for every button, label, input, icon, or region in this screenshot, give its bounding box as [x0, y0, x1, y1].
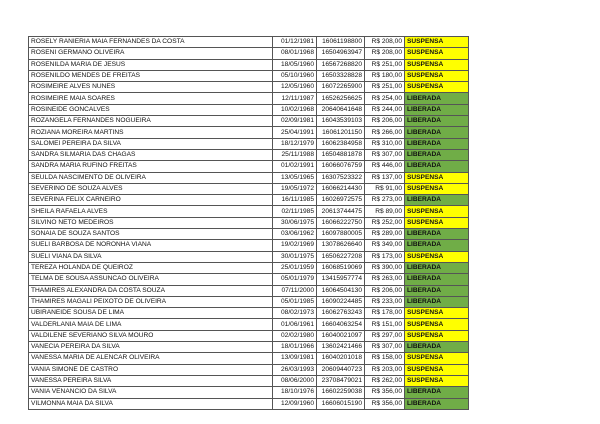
- amount-cell: R$ 91,00: [365, 183, 405, 194]
- id-number-cell: 16061201150: [317, 127, 365, 138]
- table-row: [29, 195, 469, 206]
- birth-date-cell: 13/09/1981: [273, 353, 317, 364]
- person-name-cell: SANDRA SILMARIA DAS CHAGAS: [29, 149, 273, 160]
- id-number-cell: 16040201018: [317, 353, 365, 364]
- status-cell: LIBERADA: [405, 342, 469, 353]
- amount-cell: R$ 251,00: [365, 82, 405, 93]
- amount-cell: R$ 289,00: [365, 229, 405, 240]
- birth-date-cell: 05/01/1985: [273, 296, 317, 307]
- amount-cell: R$ 233,00: [365, 296, 405, 307]
- id-number-cell: 16066214430: [317, 183, 365, 194]
- table-row: [29, 161, 469, 172]
- id-number-cell: 16064504130: [317, 285, 365, 296]
- birth-date-cell: 25/11/1988: [273, 149, 317, 160]
- amount-cell: R$ 356,00: [365, 398, 405, 409]
- table-row: [29, 296, 469, 307]
- amount-cell: R$ 206,00: [365, 116, 405, 127]
- table-row: [29, 240, 469, 251]
- table-row: [29, 138, 469, 149]
- person-name-cell: ROSENI GERMANO OLIVEIRA: [29, 48, 273, 59]
- birth-date-cell: 19/02/1969: [273, 240, 317, 251]
- status-cell: LIBERADA: [405, 116, 469, 127]
- table-row: [29, 70, 469, 81]
- id-number-cell: 13078626640: [317, 240, 365, 251]
- amount-cell: R$ 263,00: [365, 274, 405, 285]
- birth-date-cell: 25/04/1991: [273, 127, 317, 138]
- person-name-cell: VANIA SIMONE DE CASTRO: [29, 364, 273, 375]
- birth-date-cell: 01/06/1961: [273, 319, 317, 330]
- id-number-cell: 20613744475: [317, 206, 365, 217]
- amount-cell: R$ 273,00: [365, 195, 405, 206]
- id-number-cell: 20640641648: [317, 104, 365, 115]
- person-name-cell: THAMIRES MAGALI PEIXOTO DE OLIVEIRA: [29, 296, 273, 307]
- amount-cell: R$ 307,00: [365, 342, 405, 353]
- person-name-cell: VANESSA MARIA DE ALENCAR OLIVEIRA: [29, 353, 273, 364]
- birth-date-cell: 02/09/1981: [273, 116, 317, 127]
- id-number-cell: 16062763243: [317, 308, 365, 319]
- person-name-cell: SALOMEI PEREIRA DA SILVA: [29, 138, 273, 149]
- birth-date-cell: 19/05/1972: [273, 183, 317, 194]
- table-row: [29, 308, 469, 319]
- status-cell: LIBERADA: [405, 387, 469, 398]
- id-number-cell: 16604063254: [317, 319, 365, 330]
- table-row: [29, 37, 469, 48]
- person-name-cell: SEVERINA FELIX CARNEIRO: [29, 195, 273, 206]
- id-number-cell: 16066222750: [317, 217, 365, 228]
- person-name-cell: THAMIRES ALEXANDRA DA COSTA SOUZA: [29, 285, 273, 296]
- status-cell: LIBERADA: [405, 240, 469, 251]
- id-number-cell: 16062384958: [317, 138, 365, 149]
- birth-date-cell: 25/01/1959: [273, 262, 317, 273]
- table-row: [29, 116, 469, 127]
- status-cell: SUSPENSA: [405, 308, 469, 319]
- table-row: [29, 353, 469, 364]
- status-cell: LIBERADA: [405, 93, 469, 104]
- amount-cell: R$ 173,00: [365, 251, 405, 262]
- birth-date-cell: 07/11/2000: [273, 285, 317, 296]
- person-name-cell: VALDILENE SEVERIANO SILVA MOURO: [29, 330, 273, 341]
- person-name-cell: ROSIMEIRE MAIA SOARES: [29, 93, 273, 104]
- birth-date-cell: 05/10/1960: [273, 70, 317, 81]
- status-cell: SUSPENSA: [405, 330, 469, 341]
- birth-date-cell: 08/01/1968: [273, 48, 317, 59]
- id-number-cell: 16602259038: [317, 387, 365, 398]
- status-cell: LIBERADA: [405, 229, 469, 240]
- status-cell: SUSPENSA: [405, 183, 469, 194]
- status-cell: LIBERADA: [405, 104, 469, 115]
- amount-cell: R$ 356,00: [365, 387, 405, 398]
- id-number-cell: 16061198800: [317, 37, 365, 48]
- table-row: [29, 82, 469, 93]
- id-number-cell: 16307523322: [317, 172, 365, 183]
- birth-date-cell: 18/12/1979: [273, 138, 317, 149]
- table-row: [29, 342, 469, 353]
- status-cell: SUSPENSA: [405, 172, 469, 183]
- id-number-cell: 20609440723: [317, 364, 365, 375]
- id-number-cell: 16097880005: [317, 229, 365, 240]
- table-row: [29, 274, 469, 285]
- amount-cell: R$ 203,00: [365, 364, 405, 375]
- id-number-cell: 16090224485: [317, 296, 365, 307]
- table-row: [29, 206, 469, 217]
- status-cell: SUSPENSA: [405, 59, 469, 70]
- amount-cell: R$ 251,00: [365, 59, 405, 70]
- amount-cell: R$ 254,00: [365, 93, 405, 104]
- birth-date-cell: 12/11/1987: [273, 93, 317, 104]
- table-row: [29, 387, 469, 398]
- person-name-cell: ROSENILDO MENDES DE FREITAS: [29, 70, 273, 81]
- person-name-cell: VALDERLANIA MAIA DE LIMA: [29, 319, 273, 330]
- amount-cell: R$ 158,00: [365, 353, 405, 364]
- person-name-cell: SEULDA NASCIMENTO DE OLIVEIRA: [29, 172, 273, 183]
- birth-date-cell: 01/12/1981: [273, 37, 317, 48]
- birth-date-cell: 02/02/1980: [273, 330, 317, 341]
- person-name-cell: SHEILA RAFAELA ALVES: [29, 206, 273, 217]
- status-cell: SUSPENSA: [405, 37, 469, 48]
- status-cell: LIBERADA: [405, 161, 469, 172]
- status-cell: LIBERADA: [405, 127, 469, 138]
- amount-cell: R$ 180,00: [365, 70, 405, 81]
- amount-cell: R$ 390,00: [365, 262, 405, 273]
- table-row: [29, 172, 469, 183]
- birth-date-cell: 12/05/1960: [273, 82, 317, 93]
- table-row: [29, 330, 469, 341]
- table-row: [29, 262, 469, 273]
- person-name-cell: ROSINEIDE GONCALVES: [29, 104, 273, 115]
- birth-date-cell: 30/01/1975: [273, 251, 317, 262]
- status-cell: SUSPENSA: [405, 217, 469, 228]
- table-row: [29, 59, 469, 70]
- id-number-cell: 13415957774: [317, 274, 365, 285]
- person-name-cell: UBIRANEIDE SOUSA DE LIMA: [29, 308, 273, 319]
- person-name-cell: SONAIA DE SOUZA SANTOS: [29, 229, 273, 240]
- birth-date-cell: 16/11/1985: [273, 195, 317, 206]
- id-number-cell: 16606015190: [317, 398, 365, 409]
- person-name-cell: SILVINO NETO MEDEIROS: [29, 217, 273, 228]
- status-cell: LIBERADA: [405, 274, 469, 285]
- amount-cell: R$ 307,00: [365, 149, 405, 160]
- id-number-cell: 16506227208: [317, 251, 365, 262]
- birth-date-cell: 13/05/1965: [273, 172, 317, 183]
- status-cell: LIBERADA: [405, 398, 469, 409]
- id-number-cell: 16504963947: [317, 48, 365, 59]
- amount-cell: R$ 244,00: [365, 104, 405, 115]
- person-name-cell: SANDRA MARIA RUFINO FREITAS: [29, 161, 273, 172]
- id-number-cell: 16072265900: [317, 82, 365, 93]
- status-cell: LIBERADA: [405, 149, 469, 160]
- birth-date-cell: 30/06/1975: [273, 217, 317, 228]
- amount-cell: R$ 252,00: [365, 217, 405, 228]
- status-cell: LIBERADA: [405, 285, 469, 296]
- id-number-cell: 16040021097: [317, 330, 365, 341]
- table-row: [29, 48, 469, 59]
- amount-cell: R$ 262,00: [365, 375, 405, 386]
- person-name-cell: ROZANGELA FERNANDES NOGUEIRA: [29, 116, 273, 127]
- person-name-cell: SUELI BARBOSA DE NORONHA VIANA: [29, 240, 273, 251]
- id-number-cell: 16066076759: [317, 161, 365, 172]
- table-body: [29, 37, 469, 410]
- birth-date-cell: 08/02/1973: [273, 308, 317, 319]
- amount-cell: R$ 137,00: [365, 172, 405, 183]
- person-name-cell: VANESSA PEREIRA SILVA: [29, 375, 273, 386]
- amount-cell: R$ 208,00: [365, 37, 405, 48]
- person-name-cell: VILMONNA MAIA DA SILVA: [29, 398, 273, 409]
- table-row: [29, 364, 469, 375]
- status-cell: SUSPENSA: [405, 82, 469, 93]
- id-number-cell: 16567268820: [317, 59, 365, 70]
- amount-cell: R$ 178,00: [365, 308, 405, 319]
- status-cell: SUSPENSA: [405, 251, 469, 262]
- amount-cell: R$ 297,00: [365, 330, 405, 341]
- table-row: [29, 127, 469, 138]
- amount-cell: R$ 310,00: [365, 138, 405, 149]
- birth-date-cell: 18/01/1966: [273, 342, 317, 353]
- status-cell: LIBERADA: [405, 296, 469, 307]
- status-cell: SUSPENSA: [405, 319, 469, 330]
- table-row: [29, 229, 469, 240]
- birth-date-cell: 08/06/2000: [273, 375, 317, 386]
- status-cell: SUSPENSA: [405, 364, 469, 375]
- table-row: [29, 183, 469, 194]
- birth-date-cell: 12/09/1960: [273, 398, 317, 409]
- data-table: [28, 36, 469, 410]
- status-cell: SUSPENSA: [405, 353, 469, 364]
- birth-date-cell: 03/06/1962: [273, 229, 317, 240]
- amount-cell: R$ 208,00: [365, 48, 405, 59]
- person-name-cell: ROSENILDA MARIA DE JESUS: [29, 59, 273, 70]
- person-name-cell: SUELI VIANA DA SILVA: [29, 251, 273, 262]
- person-name-cell: VANECIA PEREIRA DA SILVA: [29, 342, 273, 353]
- person-name-cell: TELMA DE SOUSA ASSUNCAO OLIVEIRA: [29, 274, 273, 285]
- amount-cell: R$ 206,00: [365, 285, 405, 296]
- table-row: [29, 375, 469, 386]
- person-name-cell: ROZIANA MOREIRA MARTINS: [29, 127, 273, 138]
- id-number-cell: 23708479021: [317, 375, 365, 386]
- birth-date-cell: 02/11/1985: [273, 206, 317, 217]
- id-number-cell: 16503328828: [317, 70, 365, 81]
- id-number-cell: 16068519069: [317, 262, 365, 273]
- amount-cell: R$ 446,00: [365, 161, 405, 172]
- table-row: [29, 319, 469, 330]
- birth-date-cell: 10/02/1968: [273, 104, 317, 115]
- id-number-cell: 16526256625: [317, 93, 365, 104]
- id-number-cell: 16026972575: [317, 195, 365, 206]
- table-row: [29, 93, 469, 104]
- birth-date-cell: 18/10/1976: [273, 387, 317, 398]
- birth-date-cell: 01/02/1991: [273, 161, 317, 172]
- status-cell: SUSPENSA: [405, 206, 469, 217]
- birth-date-cell: 18/05/1960: [273, 59, 317, 70]
- table-row: [29, 251, 469, 262]
- person-name-cell: VANIA VENANCIO DA SILVA: [29, 387, 273, 398]
- status-cell: SUSPENSA: [405, 375, 469, 386]
- status-cell: LIBERADA: [405, 262, 469, 273]
- amount-cell: R$ 266,00: [365, 127, 405, 138]
- table-row: [29, 149, 469, 160]
- birth-date-cell: 05/01/1979: [273, 274, 317, 285]
- status-cell: LIBERADA: [405, 195, 469, 206]
- table-row: [29, 398, 469, 409]
- birth-date-cell: 26/03/1993: [273, 364, 317, 375]
- person-name-cell: ROSIMEIRE ALVES NUNES: [29, 82, 273, 93]
- status-cell: SUSPENSA: [405, 48, 469, 59]
- table-row: [29, 217, 469, 228]
- person-name-cell: SEVERINO DE SOUZA ALVES: [29, 183, 273, 194]
- id-number-cell: 16043539103: [317, 116, 365, 127]
- id-number-cell: 16504881878: [317, 149, 365, 160]
- status-cell: SUSPENSA: [405, 70, 469, 81]
- amount-cell: R$ 151,00: [365, 319, 405, 330]
- person-name-cell: TEREZA HOLANDA DE QUEIROZ: [29, 262, 273, 273]
- person-name-cell: ROSELY RANIERIA MAIA FERNANDES DA COSTA: [29, 37, 273, 48]
- amount-cell: R$ 89,00: [365, 206, 405, 217]
- amount-cell: R$ 349,00: [365, 240, 405, 251]
- table-row: [29, 285, 469, 296]
- status-cell: LIBERADA: [405, 138, 469, 149]
- table-row: [29, 104, 469, 115]
- id-number-cell: 13602421466: [317, 342, 365, 353]
